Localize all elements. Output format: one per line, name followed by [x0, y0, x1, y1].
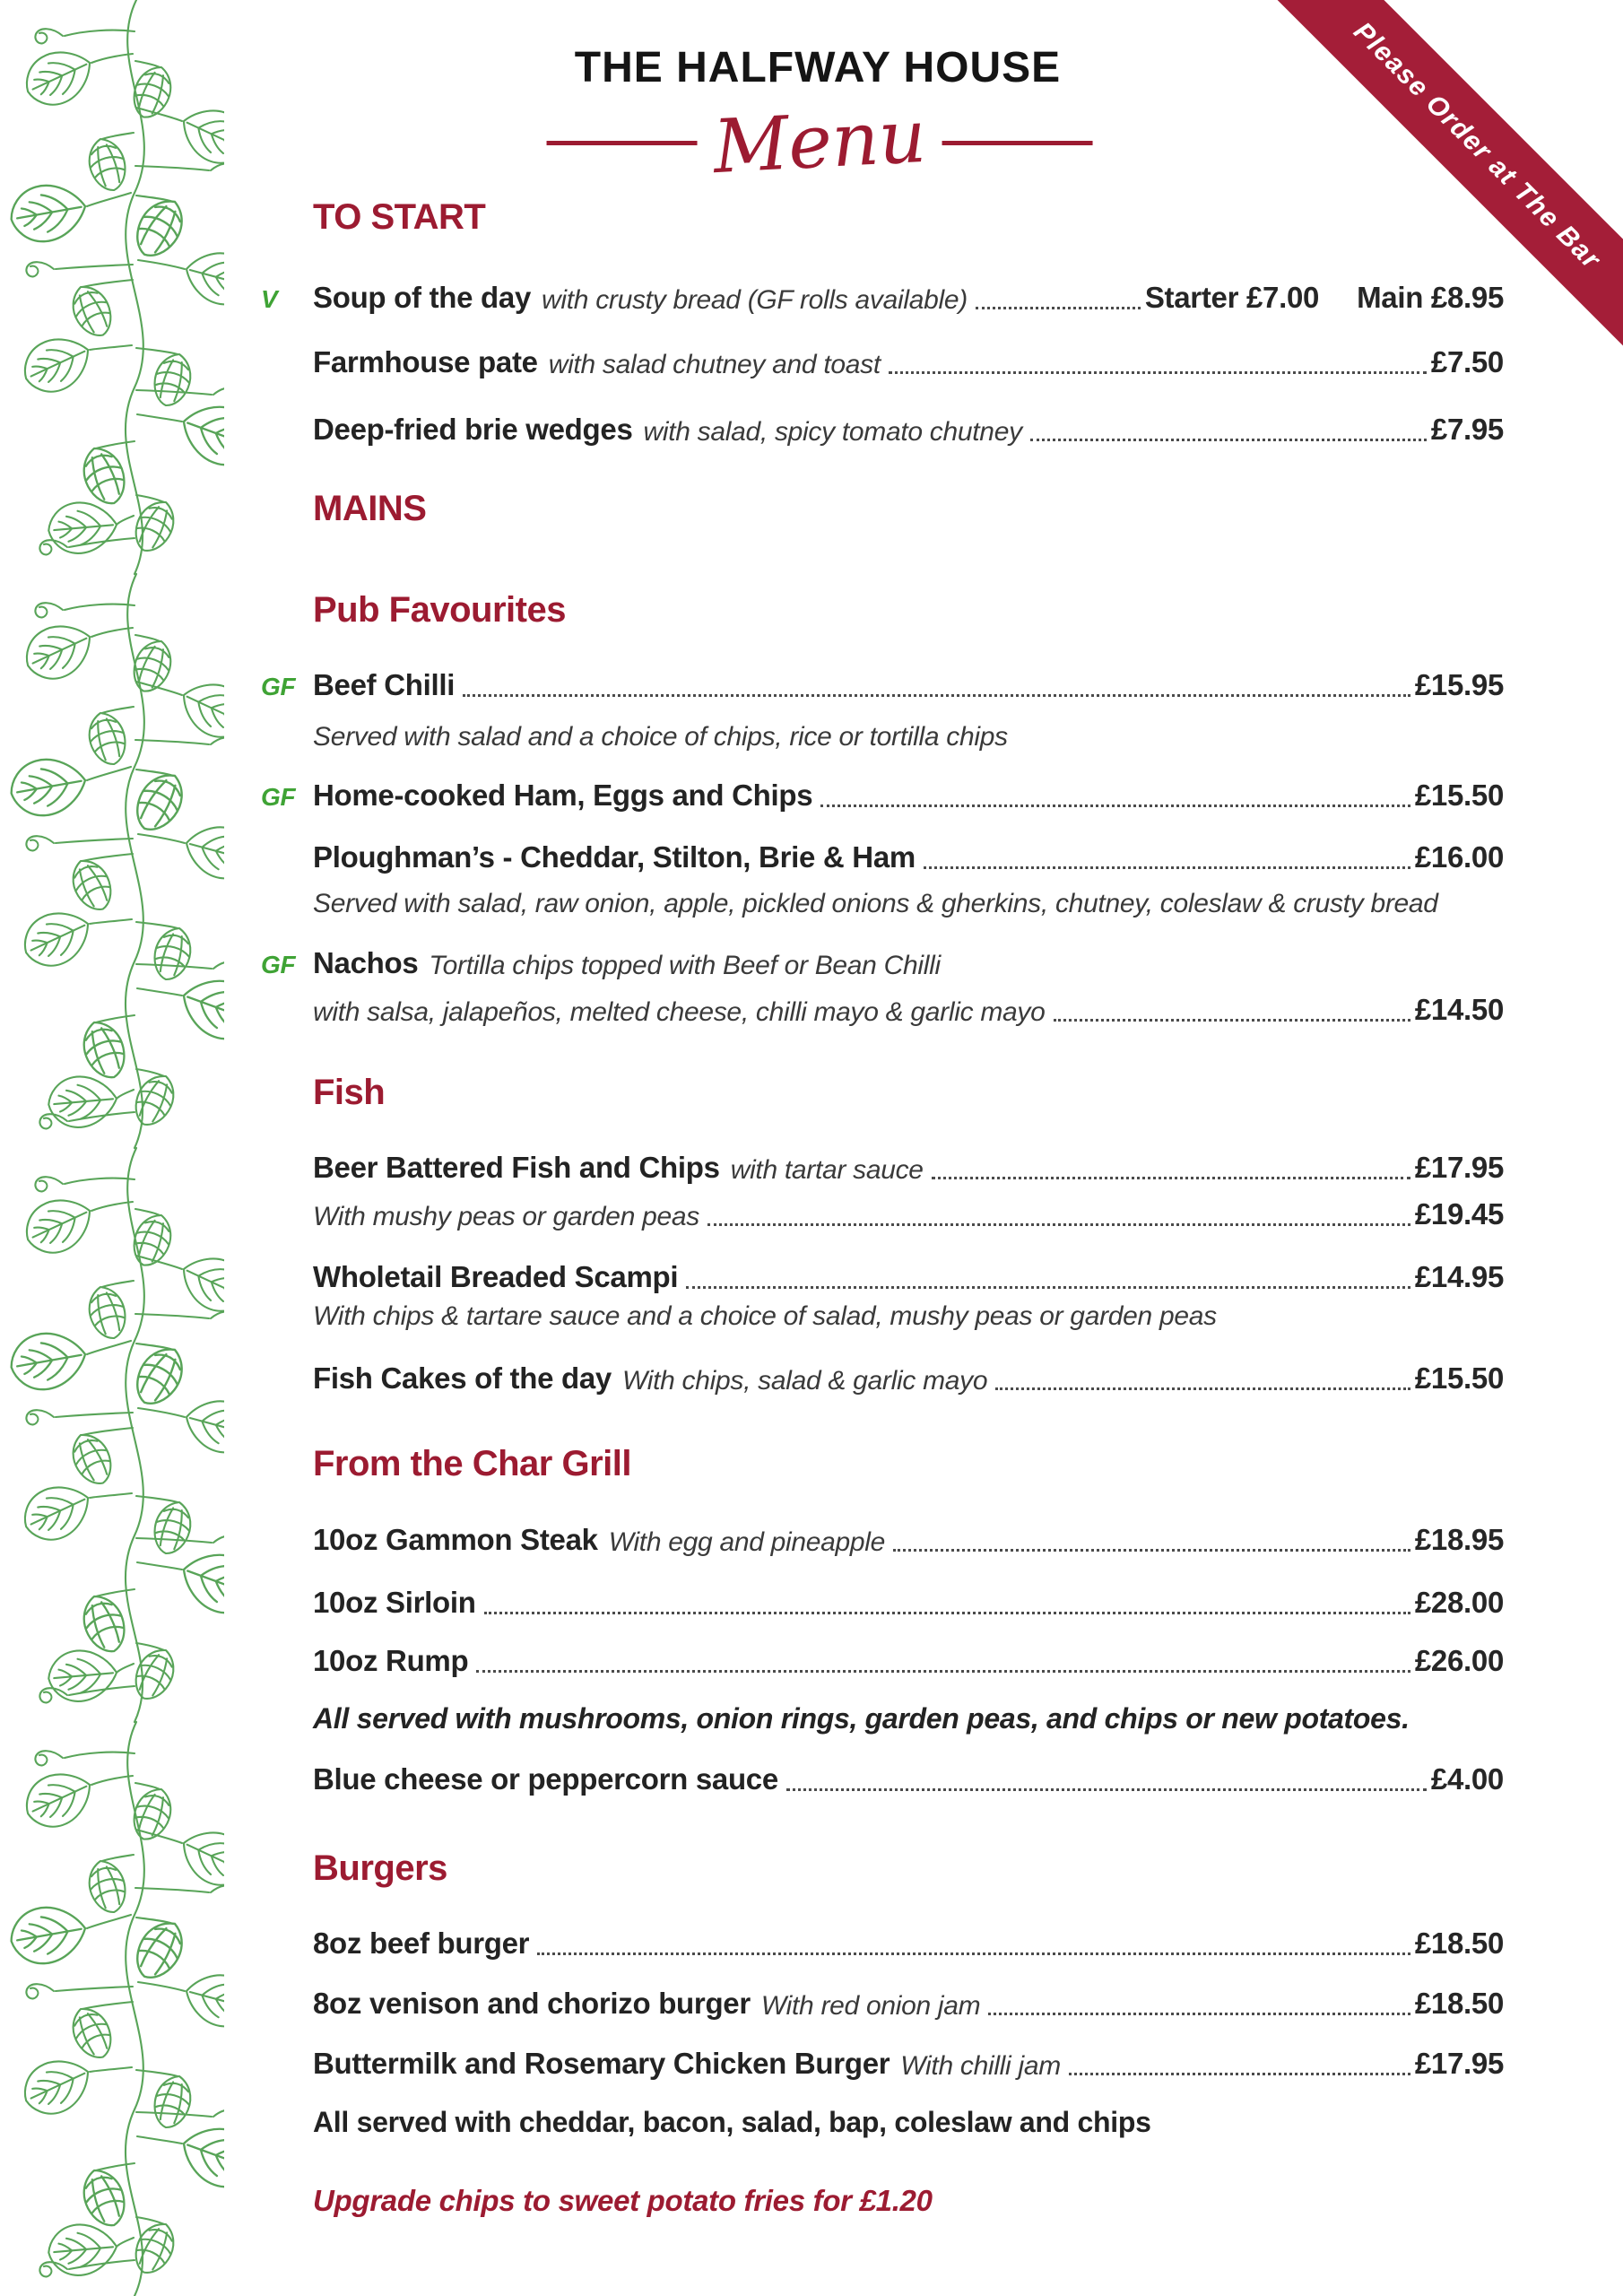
item-price: £7.50: [1430, 345, 1504, 378]
dotted-leader: [1030, 439, 1427, 441]
item-desc: With red onion jam: [760, 1990, 981, 2021]
dotted-leader: [537, 1952, 1410, 1955]
section-note: All served with cheddar, bacon, salad, bap, coleslaw and chips: [313, 2106, 1151, 2138]
item-sub-desc: With chips & tartare sauce and a choice of salad, mushy peas or garden peas: [313, 1301, 1217, 1331]
menu-item-row-sirloin: [313, 1584, 1504, 1622]
menu-item-row-soup: [261, 279, 1504, 317]
item-price: £7.95: [1430, 413, 1504, 446]
menu-item-row-rump: [313, 1642, 1504, 1681]
dotted-leader: [686, 1286, 1410, 1289]
dotted-leader: [476, 1670, 1410, 1673]
menu-item-subrow-nachos: [313, 991, 1504, 1030]
menu-item-subrow: [313, 1299, 1504, 1334]
char-grill-note-row: [313, 1700, 1504, 1738]
menu-item-row-beef-burger: [313, 1925, 1504, 1963]
dotted-leader: [995, 1387, 1410, 1390]
item-name: Deep-fried brie wedges: [313, 413, 633, 446]
item-name: Beer Battered Fish and Chips: [313, 1151, 720, 1184]
dietary-marker-gf: GF: [261, 673, 296, 700]
item-price: £4.00: [1430, 1762, 1504, 1796]
item-desc: Tortilla chips topped with Beef or Bean Chilli: [429, 950, 941, 980]
item-price-main: Main £8.95: [1357, 281, 1504, 314]
upgrade-note: Upgrade chips to sweet potato fries for £1.20: [313, 2184, 933, 2217]
item-sub-desc: Served with salad, raw onion, apple, pickled onions & gherkins, chutney, coleslaw & crusty bread: [313, 889, 1438, 918]
menu-item-row-beef-chilli: [261, 666, 1504, 705]
item-name: Fish Cakes of the day: [313, 1361, 612, 1395]
item-sub-desc: With mushy peas or garden peas: [313, 1201, 699, 1231]
dotted-leader: [786, 1788, 1427, 1791]
menu-item-subrow-mushy: [313, 1196, 1504, 1234]
page-title: THE HALFWAY HOUSE: [574, 44, 1062, 91]
item-price: £15.50: [1414, 778, 1504, 812]
hops-vine-border: [0, 0, 224, 2296]
item-price: £17.95: [1414, 2047, 1504, 2080]
menu-item-subrow: [313, 886, 1504, 921]
dotted-leader: [889, 371, 1427, 374]
item-price: £15.95: [1414, 668, 1504, 701]
menu-item-row-beer-battered: [313, 1149, 1504, 1187]
item-price: £18.50: [1414, 1926, 1504, 1960]
dotted-leader: [893, 1549, 1410, 1552]
item-desc: with crusty bread (GF rolls available): [542, 284, 968, 315]
item-desc: With chilli jam: [900, 2050, 1061, 2081]
item-sub-desc: Served with salad and a choice of chips, rice or tortilla chips: [313, 722, 1008, 752]
dietary-marker-v: V: [261, 285, 278, 313]
menu-content: [261, 0, 1504, 2296]
item-price: £18.95: [1414, 1523, 1504, 1556]
dietary-marker-gf: GF: [261, 951, 296, 978]
order-ribbon-label: Please Order at The Bar: [1348, 16, 1607, 275]
dotted-leader: [1069, 2073, 1410, 2075]
item-price: £14.50: [1414, 993, 1504, 1026]
dotted-leader: [924, 866, 1410, 869]
menu-item-row-venison-burger: [313, 1985, 1504, 2023]
item-name: 10oz Rump: [313, 1644, 469, 1677]
item-name: 10oz Sirloin: [313, 1586, 476, 1619]
item-name: Buttermilk and Rosemary Chicken Burger: [313, 2047, 890, 2080]
dotted-leader: [707, 1223, 1410, 1226]
dotted-leader: [820, 804, 1410, 807]
item-desc: with tartar sauce: [730, 1154, 924, 1185]
item-price: £18.50: [1414, 1987, 1504, 2020]
item-name: Farmhouse pate: [313, 345, 538, 378]
dotted-leader: [1054, 1019, 1410, 1022]
dotted-leader: [976, 307, 1141, 309]
section-note: All served with mushrooms, onion rings, garden peas, and chips or new potatoes.: [313, 1702, 1410, 1735]
item-price: £28.00: [1414, 1586, 1504, 1619]
menu-item-row-ploughmans: [313, 839, 1504, 877]
dotted-leader: [463, 694, 1410, 697]
dietary-marker-gf: GF: [261, 783, 296, 811]
menu-item-row-brie: [313, 411, 1504, 449]
item-name: 10oz Gammon Steak: [313, 1523, 598, 1556]
menu-item-row-fish-cakes: [313, 1360, 1504, 1398]
item-name: Nachos: [313, 946, 419, 979]
item-name: Home-cooked Ham, Eggs and Chips: [313, 778, 813, 812]
dotted-leader: [988, 2013, 1410, 2015]
item-name: 8oz beef burger: [313, 1926, 530, 1960]
menu-script-word: Menu: [711, 93, 928, 191]
item-desc: with salad chutney and toast: [548, 349, 881, 379]
menu-item-row-scampi: [313, 1258, 1504, 1297]
item-desc: With egg and pineapple: [608, 1526, 886, 1557]
section-heading-fish: Fish: [313, 1073, 386, 1112]
upgrade-note-row: [313, 2182, 1504, 2221]
section-heading-char-grill: From the Char Grill: [313, 1444, 631, 1483]
menu-item-row-sauce: [313, 1761, 1504, 1799]
item-name: Ploughman’s - Cheddar, Stilton, Brie & Ham: [313, 840, 916, 874]
item-sub-desc: with salsa, jalapeños, melted cheese, chilli mayo & garlic mayo: [313, 996, 1046, 1027]
dotted-leader: [484, 1612, 1410, 1614]
item-name: Wholetail Breaded Scampi: [313, 1260, 679, 1293]
item-name: Soup of the day: [313, 281, 532, 314]
item-name: 8oz venison and chorizo burger: [313, 1987, 751, 2020]
section-heading-burgers: Burgers: [313, 1848, 447, 1888]
item-price: £19.45: [1414, 1197, 1504, 1231]
burgers-note-row: [313, 2104, 1504, 2142]
item-price: £26.00: [1414, 1644, 1504, 1677]
item-price: £16.00: [1414, 840, 1504, 874]
item-desc: With chips, salad & garlic mayo: [621, 1365, 988, 1396]
item-name: Blue cheese or peppercorn sauce: [313, 1762, 778, 1796]
section-heading-to-start: TO START: [313, 197, 486, 237]
menu-item-row-nachos: [261, 944, 1504, 983]
menu-item-row-pate: [313, 344, 1504, 382]
item-desc: with salad, spicy tomato chutney: [643, 416, 1022, 447]
dotted-leader: [932, 1177, 1410, 1179]
section-heading-mains: MAINS: [313, 489, 427, 528]
section-heading-pub-favourites: Pub Favourites: [313, 590, 566, 630]
item-price: £14.95: [1414, 1260, 1504, 1293]
menu-item-subrow: [313, 719, 1504, 754]
item-name: Beef Chilli: [313, 668, 456, 701]
item-price-starter: Starter £7.00: [1144, 281, 1320, 314]
item-price: £15.50: [1414, 1361, 1504, 1395]
item-price: £17.95: [1414, 1151, 1504, 1184]
menu-item-row-ham-eggs-chips: [261, 777, 1504, 815]
menu-item-row-chicken-burger: [313, 2045, 1504, 2083]
menu-item-row-gammon: [313, 1521, 1504, 1560]
